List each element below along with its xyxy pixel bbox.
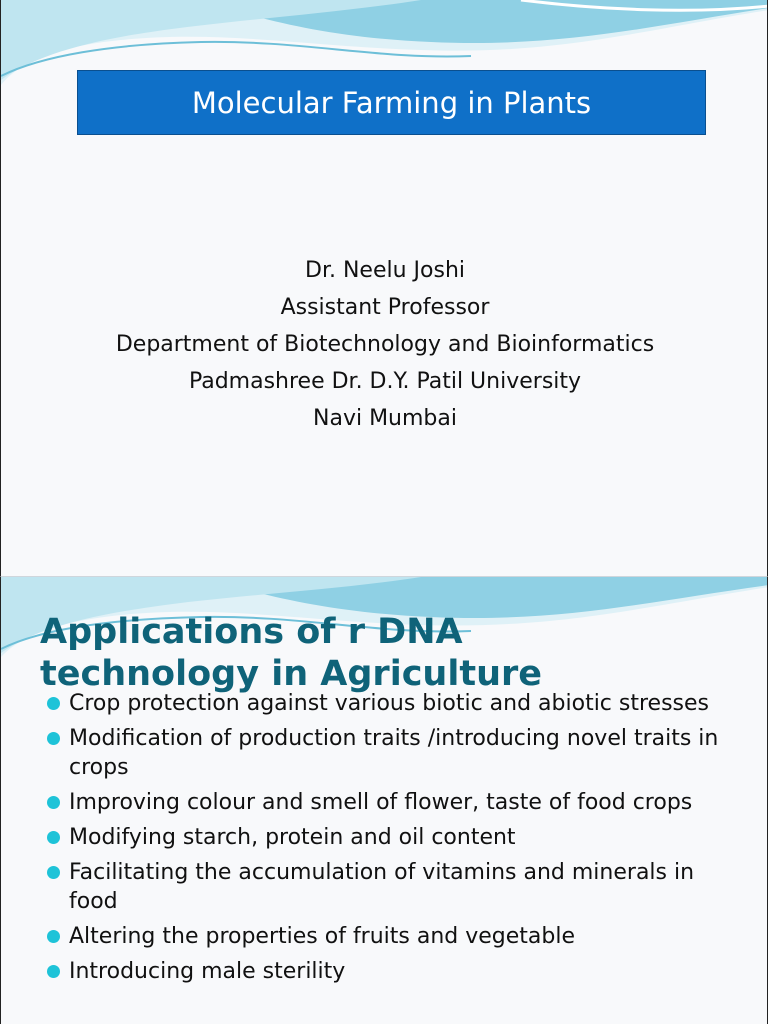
author-info: [1, 252, 768, 437]
bullet-text: Crop protection against various biotic and abiotic stresses: [69, 691, 709, 716]
bullet-dot-icon: [47, 732, 60, 745]
bullet-dot-icon: [47, 866, 60, 879]
bullet-dot-icon: [47, 796, 60, 809]
author-city: Navi Mumbai: [313, 406, 457, 431]
applications-slide: [0, 576, 768, 1024]
bullet-dot-icon: [47, 697, 60, 710]
list-item: [47, 858, 747, 916]
list-item: [47, 689, 747, 718]
list-item: [47, 922, 747, 951]
slide-title: Molecular Farming in Plants: [191, 85, 592, 120]
bullet-dot-icon: [47, 965, 60, 978]
bullet-dot-icon: [47, 930, 60, 943]
slide-heading: [40, 611, 760, 695]
list-item: [47, 788, 747, 817]
slide-heading-line-1: Applications of r DNA: [40, 612, 463, 652]
bullet-dot-icon: [47, 831, 60, 844]
bullet-text: Introducing male sterility: [69, 959, 346, 984]
author-position: Assistant Professor: [280, 295, 490, 320]
author-department: Department of Biotechnology and Bioinformatics: [115, 332, 655, 357]
bullet-text: Improving colour and smell of flower, taste of food crops: [69, 790, 693, 815]
slide-heading-line-2: technology in Agriculture: [40, 654, 542, 694]
list-item: [47, 957, 747, 986]
author-name: Dr. Neelu Joshi: [305, 258, 465, 283]
bullet-list: [47, 689, 747, 992]
list-item: [47, 724, 747, 782]
bullet-text: Modifying starch, protein and oil content: [69, 825, 516, 850]
bullet-text: Modification of production traits /introducing novel traits in crops: [69, 726, 719, 780]
bullet-text: Facilitating the accumulation of vitamins and minerals in food: [69, 860, 695, 914]
author-university: Padmashree Dr. D.Y. Patil University: [188, 369, 582, 394]
slide-title-box: [77, 70, 706, 135]
list-item: [47, 823, 747, 852]
bullet-text: Altering the properties of fruits and vegetable: [69, 924, 576, 949]
